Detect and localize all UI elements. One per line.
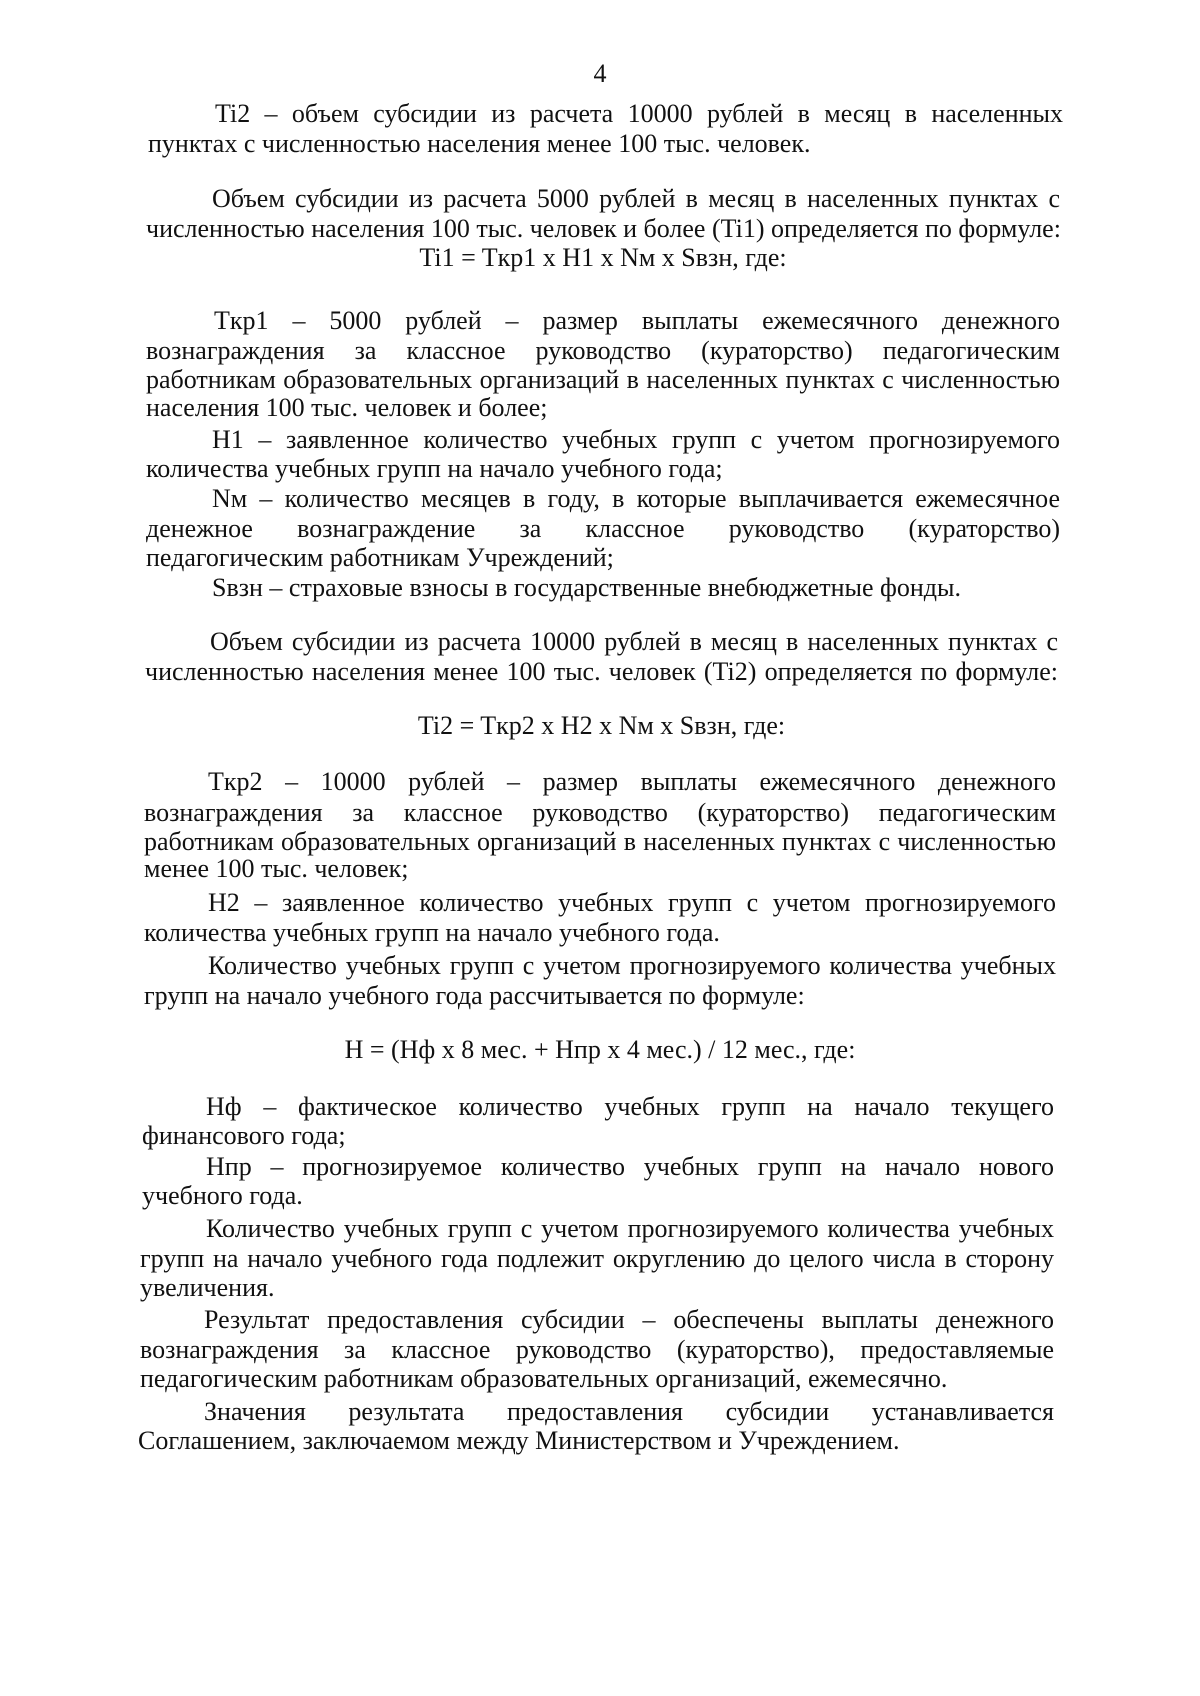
line: Объем субсидии из расчета 5000 рублей в месяц в населенных пунктах с <box>212 184 1060 213</box>
line: увеличения. <box>140 1273 275 1302</box>
line: количества учебных групп на начало учебного года. <box>144 918 720 947</box>
line: пунктах с численностью населения менее 100 тыс. человек. <box>148 129 811 158</box>
line: Результат предоставления субсидии – обеспечены выплаты денежного <box>204 1305 1054 1334</box>
line: Hпр – прогнозируемое количество учебных групп на начало нового <box>206 1152 1054 1181</box>
line: Количество учебных групп с учетом прогнозируемого количества учебных <box>206 1214 1054 1243</box>
page-number: 4 <box>593 59 607 88</box>
line: финансового года; <box>142 1121 346 1150</box>
line: денежное вознаграждение за классное руководство (кураторство) <box>146 514 1060 543</box>
line: населения 100 тыс. человек и более; <box>146 393 548 422</box>
line: Nм – количество месяцев в году, в которые выплачивается ежемесячное <box>212 484 1060 513</box>
line: групп на начало учебного года подлежит округлению до целого числа в сторону <box>140 1244 1054 1273</box>
line: количества учебных групп на начало учебного года; <box>146 454 723 483</box>
line: численностью населения менее 100 тыс. человек (Ti2) определяется по формуле: <box>145 657 1058 686</box>
line: Значения результата предоставления субсидии устанавливается <box>204 1397 1054 1426</box>
line: вознаграждения за классное руководство (кураторство), предоставляемые <box>140 1335 1054 1364</box>
line: педагогическим работникам Учреждений; <box>146 543 614 572</box>
line: учебного года. <box>142 1181 303 1210</box>
line: менее 100 тыс. человек; <box>144 854 409 883</box>
line: H2 – заявленное количество учебных групп с учетом прогнозируемого <box>208 888 1056 917</box>
line: работникам образовательных организаций в населенных пунктах с численностью <box>146 365 1060 394</box>
line: Hф – фактическое количество учебных групп на начало текущего <box>206 1092 1054 1121</box>
line: Соглашением, заключаемом между Министерством и Учреждением. <box>138 1426 900 1455</box>
line: Sвзн – страховые взносы в государственные внебюджетные фонды. <box>212 573 961 602</box>
line: H1 – заявленное количество учебных групп с учетом прогнозируемого <box>212 425 1060 454</box>
formula-h: H = (Hф x 8 мес. + Hпр x 4 мес.) / 12 мес., где: <box>344 1035 856 1064</box>
line: вознаграждения за классное руководство (кураторство) педагогическим <box>146 336 1060 365</box>
line: Tкр2 – 10000 рублей – размер выплаты ежемесячного денежного <box>208 767 1056 796</box>
line: численностью населения 100 тыс. человек и более (Ti1) определяется по формуле: <box>146 214 1061 243</box>
line: Объем субсидии из расчета 10000 рублей в месяц в населенных пунктах с <box>210 627 1058 656</box>
line: Ti2 – объем субсидии из расчета 10000 рублей в месяц в населенных <box>215 99 1063 128</box>
line: Количество учебных групп с учетом прогнозируемого количества учебных <box>208 951 1056 980</box>
line: групп на начало учебного года рассчитывается по формуле: <box>144 981 805 1010</box>
line: Tкр1 – 5000 рублей – размер выплаты ежемесячного денежного <box>214 306 1060 335</box>
line: работникам образовательных организаций в населенных пунктах с численностью <box>144 827 1056 856</box>
formula-ti1: Ti1 = Tкр1 x H1 x Nм x Sвзн, где: <box>419 243 787 272</box>
formula-ti2: Ti2 = Tкр2 x H2 x Nм x Sвзн, где: <box>417 711 786 740</box>
line: педагогическим работникам образовательных организаций, ежемесячно. <box>140 1364 948 1393</box>
line: вознаграждения за классное руководство (кураторство) педагогическим <box>144 798 1056 827</box>
